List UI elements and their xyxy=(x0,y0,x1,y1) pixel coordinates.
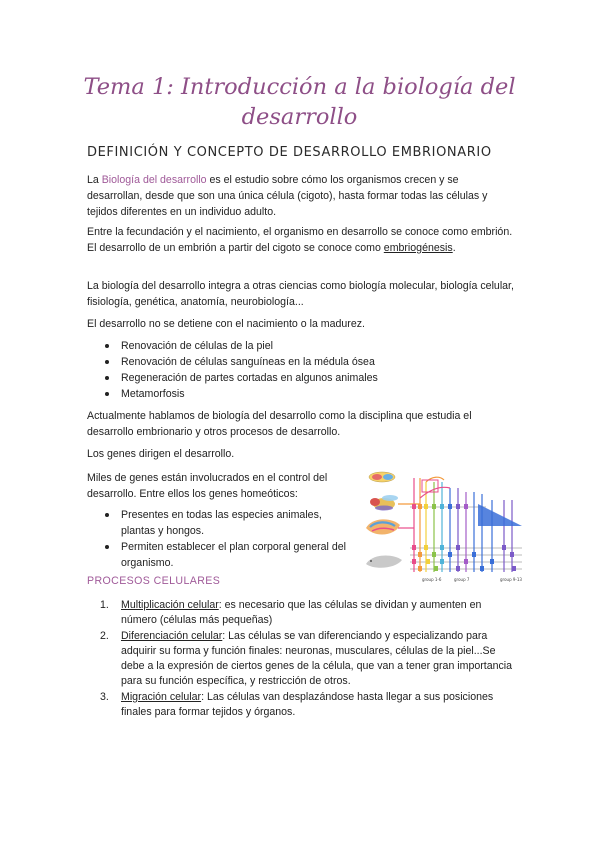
list-item: 2. Diferenciación celular: Las células se van diferenciando y especializando para adquirir su forma y función finales: neuronas, musculares, células de la piel...Se debe a la expresión de ciertos genes de la célula, que van a tener gran importancia para su función específica, y restricción de otros. xyxy=(100,630,513,687)
section-heading: DEFINICIÓN Y CONCEPTO DE DESARROLLO EMBRIONARIO xyxy=(87,145,492,160)
paragraph-genes: Los genes dirigen el desarrollo. xyxy=(87,448,235,460)
list-item: 1. Multiplicación celular: es necesario que las células se dividan y aumenten en número (células más pequeñas) xyxy=(100,599,482,626)
list-item: Renovación de células sanguíneas en la médula ósea xyxy=(102,354,502,370)
underlined-term: Multiplicación celular xyxy=(121,599,219,611)
paragraph-integration: La biología del desarrollo integra a otras ciencias como biología molecular, biología celular, fisiología, genética, anatomía, neurobiología... xyxy=(87,280,514,308)
underlined-term: Diferenciación celular xyxy=(121,630,223,642)
numbered-list-processes xyxy=(100,598,514,721)
paragraph-discipline: Actualmente hablamos de biología del desarrollo como la disciplina que estudia el desarrollo embrionario y otros procesos de desarrollo. xyxy=(87,410,472,438)
page-title: Tema 1: Introducción a la biología del desarrollo xyxy=(83,74,516,130)
group-label: group 1-6 xyxy=(422,577,442,582)
paragraph-continuation: El desarrollo no se detiene con el nacimiento o la madurez. xyxy=(87,318,365,330)
paragraph-embryo: Entre la fecundación y el nacimiento, el organismo en desarrollo se conoce como embrión. El desarrollo de un embrión a partir del cigoto se conoce como embriogénesis. xyxy=(87,226,513,254)
group-label: group 9-13 xyxy=(500,577,522,582)
sub-heading-cell-processes: PROCESOS CELULARES xyxy=(87,575,221,587)
hox-genes-figure xyxy=(362,468,530,584)
list-item: Regeneración de partes cortadas en algunos animales xyxy=(102,370,502,386)
bullet-list-homeotic xyxy=(102,507,347,571)
hox-genes-diagram xyxy=(362,468,530,584)
paragraph-homeotic: Miles de genes están involucrados en el control del desarrollo. Entre ellos los genes homeóticos: xyxy=(87,472,328,500)
underlined-term: Migración celular xyxy=(121,691,202,703)
underlined-term: embriogénesis xyxy=(383,242,453,254)
list-item: Renovación de células de la piel xyxy=(102,338,502,354)
paragraph-definition: La Biología del desarrollo es el estudio sobre cómo los organismos crecen y se desarrollan, desde que son una única célula (cigoto), hasta formar todas las células y tejidos diferentes en un individuo adulto. xyxy=(87,174,488,218)
fly-embryo-icon xyxy=(369,472,395,482)
list-item: 3. Migración celular: Las células van desplazándose hasta llegar a sus posiciones finales para formar tejidos y órganos. xyxy=(100,691,494,718)
list-item: Metamorfosis xyxy=(102,386,502,402)
bullet-list-development xyxy=(102,338,502,402)
group-label: group 7 xyxy=(454,577,470,582)
list-item: Permiten establecer el plan corporal general del organismo. xyxy=(102,539,347,571)
highlighted-term: Biología del desarrollo xyxy=(101,174,207,186)
list-item: Presentes en todas las especies animales, plantas y hongos. xyxy=(102,507,347,539)
